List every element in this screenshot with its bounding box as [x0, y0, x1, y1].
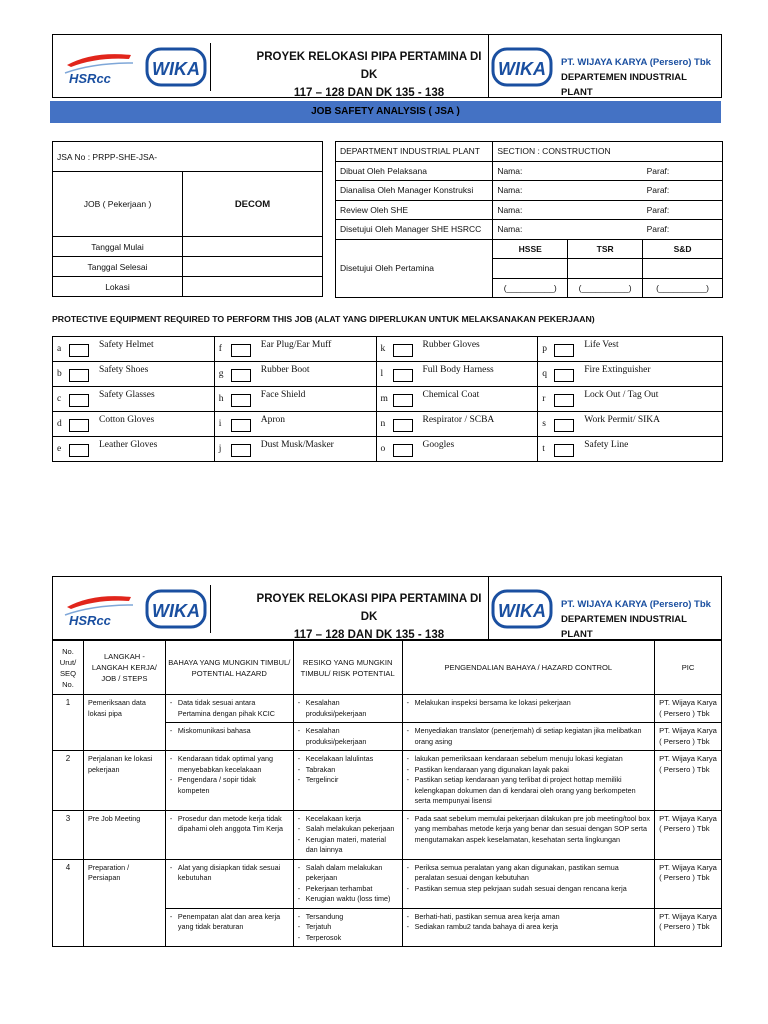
name-field[interactable]: Nama:: [493, 181, 643, 201]
equipment-item: [214, 387, 376, 412]
hsse-sign-area[interactable]: [493, 259, 568, 279]
pic-cell: PT. Wijaya Karya ( Persero ) Tbk: [655, 810, 722, 859]
equipment-item: [53, 387, 215, 412]
equipment-letter: n: [380, 419, 386, 429]
equipment-label: Safety Helmet: [99, 340, 154, 350]
equipment-item: [376, 362, 538, 387]
sign-field[interactable]: Paraf:: [643, 181, 723, 201]
equipment-letter: m: [380, 394, 388, 404]
equipment-item: [214, 437, 376, 462]
tsr-signature-blank[interactable]: (__________): [568, 278, 643, 298]
equipment-checkbox[interactable]: [554, 419, 574, 432]
project-title: PROYEK RELOKASI PIPA PERTAMINA DI DK 117 – 128 DAN DK 135 - 138: [256, 51, 482, 99]
equipment-letter: c: [57, 394, 62, 404]
hazard-analysis-table: [52, 640, 722, 947]
col-header-pic: PIC: [655, 641, 722, 695]
equipment-checkbox[interactable]: [69, 419, 89, 432]
equipment-item: [214, 337, 376, 362]
equipment-item: [538, 337, 723, 362]
equipment-checkbox[interactable]: [393, 419, 413, 432]
equipment-label: Full Body Harness: [422, 365, 494, 375]
equipment-item: [214, 412, 376, 437]
equipment-item: [376, 437, 538, 462]
equipment-checkbox[interactable]: [554, 369, 574, 382]
end-date-label: Tanggal Selesai: [53, 257, 183, 277]
approver-tsr: TSR: [568, 239, 643, 259]
equipment-label: Safety Line: [584, 440, 629, 450]
equipment-checkbox[interactable]: [393, 444, 413, 457]
equipment-label: Cotton Gloves: [99, 415, 155, 425]
job-value[interactable]: DECOM: [183, 172, 323, 237]
equipment-label: Rubber Boot: [260, 365, 310, 375]
risk-cell-item: - Tersandung: [298, 912, 398, 923]
equipment-label: Apron: [260, 415, 286, 425]
equipment-item: [214, 362, 376, 387]
risk-cell: [293, 723, 402, 751]
risk-cell-item: - Salah melakukan pekerjaan: [298, 824, 398, 835]
risk-cell: [293, 810, 402, 859]
name-field[interactable]: Nama:: [493, 161, 643, 181]
control-cell-item: - Pada saat sebelum memulai pekerjaan dilakukan pre job meeting/tool box yang membahas metode kerja yang benar dan sesuai dengan SOP serta mengutamakan aspek keselamatan, kesehatan serta lingkungan: [407, 814, 650, 846]
start-date-field[interactable]: [183, 237, 323, 257]
equipment-letter: f: [218, 344, 222, 354]
risk-cell-item: - Tergelincir: [298, 775, 398, 786]
col-header-risk: RESIKO YANG MUNGKIN TIMBUL/ RISK POTENTIAL: [293, 641, 402, 695]
equipment-item: [53, 362, 215, 387]
equipment-item: [53, 437, 215, 462]
pic-cell: PT. Wijaya Karya ( Persero ) Tbk: [655, 751, 722, 811]
equipment-checkbox[interactable]: [554, 344, 574, 357]
equipment-label: Safety Glasses: [99, 390, 155, 400]
equipment-letter: a: [57, 344, 62, 354]
tsr-sign-area[interactable]: [568, 259, 643, 279]
sign-field[interactable]: Paraf:: [643, 200, 723, 220]
table-row: [53, 695, 722, 723]
risk-cell: [293, 908, 402, 947]
equipment-letter: s: [542, 419, 546, 429]
location-field[interactable]: [183, 277, 323, 297]
sign-field[interactable]: Paraf:: [643, 161, 723, 181]
equipment-label: Life Vest: [584, 340, 619, 350]
control-cell-item: - Pastikan kendaraan yang digunakan layak pakai: [407, 765, 650, 776]
approval-row-label: Dianalisa Oleh Manager Konstruksi: [336, 181, 493, 201]
equipment-letter: t: [542, 444, 545, 454]
equipment-label: Safety Shoes: [99, 365, 149, 375]
equipment-letter: q: [542, 369, 547, 379]
table-row: [53, 751, 722, 811]
equipment-letter: d: [57, 419, 62, 429]
pertamina-approval-label: Disetujui Oleh Pertamina: [336, 239, 493, 298]
hazard-cell-item: - Data tidak sesuai antara Pertamina dengan pihak KCIC: [170, 698, 289, 719]
equipment-row: [53, 387, 723, 412]
equipment-letter: i: [218, 419, 222, 429]
document-header: [52, 34, 722, 98]
equipment-letter: h: [218, 394, 224, 404]
col-header-hazard: BAHAYA YANG MUNGKIN TIMBUL/ POTENTIAL HAZARD: [165, 641, 293, 695]
section-label: SECTION : CONSTRUCTION: [493, 142, 723, 162]
hazard-cell-item: - Penempatan alat dan area kerja yang tidak beraturan: [170, 912, 289, 933]
location-label: Lokasi: [53, 277, 183, 297]
control-cell-item: - Menyediakan translator (penerjemah) di setiap kegiatan jika melibatkan orang asing: [407, 726, 650, 747]
equipment-row: [53, 412, 723, 437]
hazard-cell-item: - Prosedur dan metode kerja tidak dipahami oleh anggota Tim Kerja: [170, 814, 289, 835]
control-cell-item: - Periksa semua peralatan yang akan digunakan, pastikan semua peralatan sesuai dengan kebutuhan: [407, 863, 650, 884]
risk-cell: [293, 751, 402, 811]
protective-equipment-title: PROTECTIVE EQUIPMENT REQUIRED TO PERFORM THIS JOB (ALAT YANG DIPERLUKAN UNTUK MELAKSANAKAN PEKERJAAN): [52, 314, 595, 324]
equipment-letter: b: [57, 369, 62, 379]
equipment-item: [538, 437, 723, 462]
svg-text:WIKA: WIKA: [498, 601, 546, 621]
step-number: 3: [53, 810, 84, 859]
name-field[interactable]: Nama:: [493, 220, 643, 240]
risk-cell-item: - Kesalahan produksi/pekerjaan: [298, 726, 398, 747]
step-description: Pre Job Meeting: [83, 810, 165, 859]
risk-cell-item: - Pekerjaan terhambat: [298, 884, 398, 895]
step-number: 1: [53, 695, 84, 751]
wika-logo: [145, 43, 211, 91]
project-title: PROYEK RELOKASI PIPA PERTAMINA DI DK 117 – 128 DAN DK 135 - 138: [256, 593, 482, 641]
start-date-label: Tanggal Mulai: [53, 237, 183, 257]
sd-sign-area[interactable]: [643, 259, 723, 279]
control-cell: [402, 695, 654, 723]
col-header-steps: LANGKAH - LANGKAH KERJA/ JOB / STEPS: [83, 641, 165, 695]
approval-row-label: Disetujui Oleh Manager SHE HSRCC: [336, 220, 493, 240]
equipment-label: Fire Extinguisher: [584, 365, 651, 375]
hazard-cell: [165, 908, 293, 947]
equipment-item: [53, 412, 215, 437]
risk-cell-item: - Kecelakaan kerja: [298, 814, 398, 825]
equipment-checkbox[interactable]: [393, 369, 413, 382]
equipment-label: Googles: [422, 440, 455, 450]
equipment-checkbox[interactable]: [393, 394, 413, 407]
hazard-cell: [165, 859, 293, 908]
step-number: 2: [53, 751, 84, 811]
equipment-checkbox[interactable]: [393, 344, 413, 357]
control-cell-item: - Sediakan rambu2 tanda bahaya di area kerja: [407, 922, 650, 933]
control-cell: [402, 908, 654, 947]
pic-cell: PT. Wijaya Karya ( Persero ) Tbk: [655, 723, 722, 751]
equipment-item: [538, 387, 723, 412]
wika-logo: [491, 585, 553, 633]
hazard-cell: [165, 751, 293, 811]
equipment-item: [376, 337, 538, 362]
risk-cell: [293, 859, 402, 908]
step-number: 4: [53, 859, 84, 947]
table-row: [53, 810, 722, 859]
wika-logo: [145, 585, 211, 633]
company-info: PT. WIJAYA KARYA (Persero) Tbk DEPARTEMEN INDUSTRIAL PLANT: [561, 599, 711, 640]
control-cell-item: - Pastikan setiap kendaraan yang terlibat di project hottap memiliki kelengkapan dokumen dan di kendarai oleh orang yang berkompeten serta mempunyai lisensi: [407, 775, 650, 807]
risk-cell: [293, 695, 402, 723]
equipment-label: Dust Musk/Masker: [260, 440, 334, 450]
equipment-label: Chemical Coat: [422, 390, 480, 400]
pic-cell: PT. Wijaya Karya ( Persero ) Tbk: [655, 695, 722, 723]
approver-hsse: HSSE: [493, 239, 568, 259]
control-cell: [402, 859, 654, 908]
col-header-control: PENGENDALIAN BAHAYA / HAZARD CONTROL: [402, 641, 654, 695]
equipment-letter: j: [218, 444, 222, 454]
equipment-item: [538, 412, 723, 437]
risk-cell-item: - Kesalahan produksi/pekerjaan: [298, 698, 398, 719]
equipment-letter: g: [218, 369, 224, 379]
equipment-letter: e: [57, 444, 62, 454]
equipment-row: [53, 362, 723, 387]
end-date-field[interactable]: [183, 257, 323, 277]
approver-sd: S&D: [643, 239, 723, 259]
equipment-item: [376, 387, 538, 412]
equipment-label: Rubber Gloves: [422, 340, 480, 350]
control-cell-item: - lakukan pemeriksaan kendaraan sebelum menuju lokasi kegiatan: [407, 754, 650, 765]
equipment-letter: l: [380, 369, 384, 379]
equipment-letter: r: [542, 394, 546, 404]
risk-cell-item: - Salah dalam melakukan pekerjaan: [298, 863, 398, 884]
hazard-cell-item: - Pengendara / sopir tidak kompeten: [170, 775, 289, 796]
svg-text:WIKA: WIKA: [152, 601, 200, 621]
sd-signature-blank[interactable]: (__________): [643, 278, 723, 298]
equipment-row: [53, 337, 723, 362]
equipment-checkbox[interactable]: [69, 444, 89, 457]
table-row: [53, 859, 722, 908]
svg-text:WIKA: WIKA: [152, 59, 200, 79]
document-header: [52, 576, 722, 640]
equipment-checkbox[interactable]: [231, 419, 251, 432]
equipment-checkbox[interactable]: [231, 344, 251, 357]
risk-cell-item: - Kecelakaan lalulintas: [298, 754, 398, 765]
approval-row-label: Review Oleh SHE: [336, 200, 493, 220]
equipment-item: [53, 337, 215, 362]
pic-cell: PT. Wijaya Karya ( Persero ) Tbk: [655, 908, 722, 947]
hazard-cell: [165, 723, 293, 751]
equipment-checkbox[interactable]: [554, 444, 574, 457]
equipment-checkbox[interactable]: [69, 369, 89, 382]
step-description: Pemeriksaan data lokasi pipa: [83, 695, 165, 751]
svg-text:HSRcc: HSRcc: [69, 613, 111, 628]
job-label: JOB ( Pekerjaan ): [53, 172, 183, 237]
jsa-title-bar: JOB SAFETY ANALYSIS ( JSA ): [50, 101, 721, 123]
protective-equipment-table: [52, 336, 723, 462]
svg-text:HSRcc: HSRcc: [69, 71, 111, 86]
equipment-label: Face Shield: [260, 390, 306, 400]
hazard-cell-item: - Kendaraan tidak optimal yang menyebabkan kecelakaan: [170, 754, 289, 775]
risk-cell-item: - Terperosok: [298, 933, 398, 944]
svg-text:WIKA: WIKA: [498, 59, 546, 79]
control-cell-item: - Berhati-hati, pastikan semua area kerja aman: [407, 912, 650, 923]
equipment-item: [538, 362, 723, 387]
jsa-info-table: [52, 141, 323, 297]
pic-cell: PT. Wijaya Karya ( Persero ) Tbk: [655, 859, 722, 908]
hazard-cell: [165, 810, 293, 859]
equipment-letter: k: [380, 344, 386, 354]
approval-row-label: Dibuat Oleh Pelaksana: [336, 161, 493, 181]
control-cell: [402, 723, 654, 751]
control-cell-item: - Melakukan inspeksi bersama ke lokasi pekerjaan: [407, 698, 650, 709]
equipment-checkbox[interactable]: [231, 394, 251, 407]
equipment-label: Ear Plug/Ear Muff: [260, 340, 332, 350]
control-cell: [402, 751, 654, 811]
jsa-number[interactable]: JSA No : PRPP-SHE-JSA-: [53, 142, 323, 172]
department-label: DEPARTMENT INDUSTRIAL PLANT: [336, 142, 493, 162]
risk-cell-item: - Kerugian materi, material dan lainnya: [298, 835, 398, 856]
equipment-label: Work Permit/ SIKA: [584, 415, 661, 425]
risk-cell-item: - Kerugian waktu (loss time): [298, 894, 398, 905]
hsrcc-logo: [63, 49, 135, 89]
equipment-letter: p: [542, 344, 547, 354]
equipment-checkbox[interactable]: [554, 394, 574, 407]
control-cell-item: - Pastikan semua step pekrjaan sudah sesuai dengan rencana kerja: [407, 884, 650, 895]
equipment-label: Respirator / SCBA: [422, 415, 495, 425]
equipment-checkbox[interactable]: [69, 344, 89, 357]
equipment-label: Leather Gloves: [99, 440, 158, 450]
equipment-checkbox[interactable]: [69, 394, 89, 407]
hsrcc-logo: [63, 591, 135, 631]
equipment-checkbox[interactable]: [231, 444, 251, 457]
hazard-cell-item: - Alat yang disiapkan tidak sesuai kebutuhan: [170, 863, 289, 884]
name-field[interactable]: Nama:: [493, 200, 643, 220]
equipment-checkbox[interactable]: [231, 369, 251, 382]
equipment-label: Lock Out / Tag Out: [584, 390, 659, 400]
hsse-signature-blank[interactable]: (__________): [493, 278, 568, 298]
risk-cell-item: - Tabrakan: [298, 765, 398, 776]
equipment-item: [376, 412, 538, 437]
hazard-cell: [165, 695, 293, 723]
equipment-letter: o: [380, 444, 386, 454]
control-cell: [402, 810, 654, 859]
wika-logo: [491, 43, 553, 91]
approval-table: [335, 141, 723, 298]
company-info: PT. WIJAYA KARYA (Persero) Tbk DEPARTEMEN INDUSTRIAL PLANT: [561, 57, 711, 98]
equipment-row: [53, 437, 723, 462]
risk-cell-item: - Terjatuh: [298, 922, 398, 933]
sign-field[interactable]: Paraf:: [643, 220, 723, 240]
hazard-cell-item: - Miskomunikasi bahasa: [170, 726, 289, 737]
step-description: Perjalanan ke lokasi pekerjaan: [83, 751, 165, 811]
col-header-no: No. Urut/ SEQ No.: [53, 641, 84, 695]
step-description: Preparation / Persiapan: [83, 859, 165, 947]
